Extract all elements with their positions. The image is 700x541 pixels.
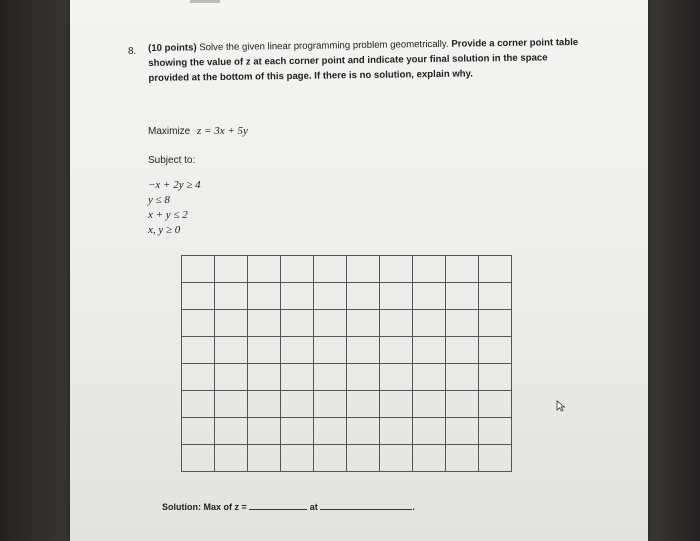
grid-cell: [182, 283, 215, 310]
grid-cell: [215, 418, 248, 445]
grid-cell: [380, 391, 413, 418]
grid-cell: [413, 445, 446, 472]
grid-cell: [479, 310, 512, 337]
grid-cell: [347, 283, 380, 310]
grid-cell: [314, 337, 347, 364]
grid-cell: [347, 256, 380, 283]
grid-cell: [182, 256, 215, 283]
grid-cell: [413, 391, 446, 418]
grid-cell: [479, 445, 512, 472]
question-text-plain: Solve the given linear programming problem geometrically.: [196, 38, 452, 54]
grid-cell: [281, 391, 314, 418]
grid-cell: [182, 418, 215, 445]
solution-end-mark: .: [412, 502, 415, 512]
grid-cell: [380, 364, 413, 391]
question-points: (10 points): [148, 42, 197, 54]
grid-cell: [248, 310, 281, 337]
solution-label: Solution: Max of z =: [162, 502, 247, 512]
grid-cell: [314, 256, 347, 283]
grid-cell: [314, 283, 347, 310]
constraint-item: x + y ≤ 2: [148, 209, 188, 221]
graph-grid: [181, 255, 512, 472]
objective-function: [148, 125, 248, 137]
grid-cell: [380, 445, 413, 472]
solution-line: [162, 500, 415, 512]
grid-cell: [413, 418, 446, 445]
grid-cell: [413, 364, 446, 391]
grid-cell: [413, 310, 446, 337]
grid-cell: [446, 445, 479, 472]
grid-cell: [347, 310, 380, 337]
grid-cell: [281, 283, 314, 310]
grid-cell: [314, 364, 347, 391]
grid-cell: [248, 283, 281, 310]
grid-cell: [281, 310, 314, 337]
grid-cell: [182, 391, 215, 418]
grid-cell: [182, 364, 215, 391]
grid-cell: [479, 283, 512, 310]
constraint-item: x, y ≥ 0: [148, 224, 181, 236]
grid-cell: [248, 337, 281, 364]
max-value-blank[interactable]: [249, 500, 307, 510]
grid-cell: [248, 445, 281, 472]
grid-cell: [182, 445, 215, 472]
grid-cell: [281, 418, 314, 445]
grid-cell: [314, 445, 347, 472]
grid-cell: [248, 418, 281, 445]
grid-cell: [215, 337, 248, 364]
grid-cell: [281, 256, 314, 283]
grid-cell: [479, 364, 512, 391]
grid-cell: [380, 337, 413, 364]
grid-cell: [446, 310, 479, 337]
photo-background-right: [648, 0, 700, 541]
grid-cell: [446, 283, 479, 310]
grid-cell: [182, 337, 215, 364]
solution-at-label: at: [309, 502, 318, 512]
grid-cell: [446, 391, 479, 418]
grid-cell: [380, 418, 413, 445]
grid-cell: [413, 337, 446, 364]
grid-cell: [347, 391, 380, 418]
question-prompt: [148, 35, 589, 86]
grid-cell: [215, 445, 248, 472]
grid-cell: [281, 445, 314, 472]
grid-cell: [446, 256, 479, 283]
grid-cell: [380, 310, 413, 337]
solution-point-blank[interactable]: [320, 500, 412, 510]
grid-cell: [413, 283, 446, 310]
grid-cell: [281, 364, 314, 391]
grid-cell: [314, 391, 347, 418]
grid-cell: [380, 256, 413, 283]
mouse-pointer-icon: [556, 400, 568, 412]
grid-cell: [248, 364, 281, 391]
grid-cell: [347, 337, 380, 364]
question-number: 8.: [128, 46, 137, 57]
grid-cell: [314, 310, 347, 337]
grid-cell: [281, 337, 314, 364]
grid-cell: [215, 391, 248, 418]
objective-label: Maximize: [148, 126, 191, 137]
grid-cell: [347, 364, 380, 391]
grid-cell: [479, 256, 512, 283]
question-text-bold: Provide a corner point table showing the value of z at each corner point and indicate your final solution in the space provided at the bottom of this page. If there is no solution, explain why.: [148, 36, 579, 84]
grid-cell: [446, 418, 479, 445]
grid-cell: [215, 283, 248, 310]
grid-cell: [314, 418, 347, 445]
grid-cell: [446, 364, 479, 391]
constraints-list: [148, 178, 201, 238]
grid-cell: [248, 256, 281, 283]
paper-top-mark: [190, 0, 220, 3]
grid-cell: [347, 445, 380, 472]
grid-cell: [215, 364, 248, 391]
grid-cell: [215, 256, 248, 283]
grid-cell: [413, 256, 446, 283]
objective-expression: z = 3x + 5y: [197, 125, 248, 137]
grid-cell: [380, 283, 413, 310]
grid-cell: [446, 337, 479, 364]
photo-background-left: [0, 0, 70, 541]
grid-cell: [182, 310, 215, 337]
subject-to-label: Subject to:: [148, 155, 196, 166]
grid-cell: [347, 418, 380, 445]
grid-cell: [479, 337, 512, 364]
grid-cell: [479, 391, 512, 418]
grid-cell: [479, 418, 512, 445]
constraint-item: −x + 2y ≥ 4: [148, 179, 201, 191]
grid-cell: [248, 391, 281, 418]
grid-cell: [215, 310, 248, 337]
constraint-item: y ≤ 8: [148, 194, 170, 206]
